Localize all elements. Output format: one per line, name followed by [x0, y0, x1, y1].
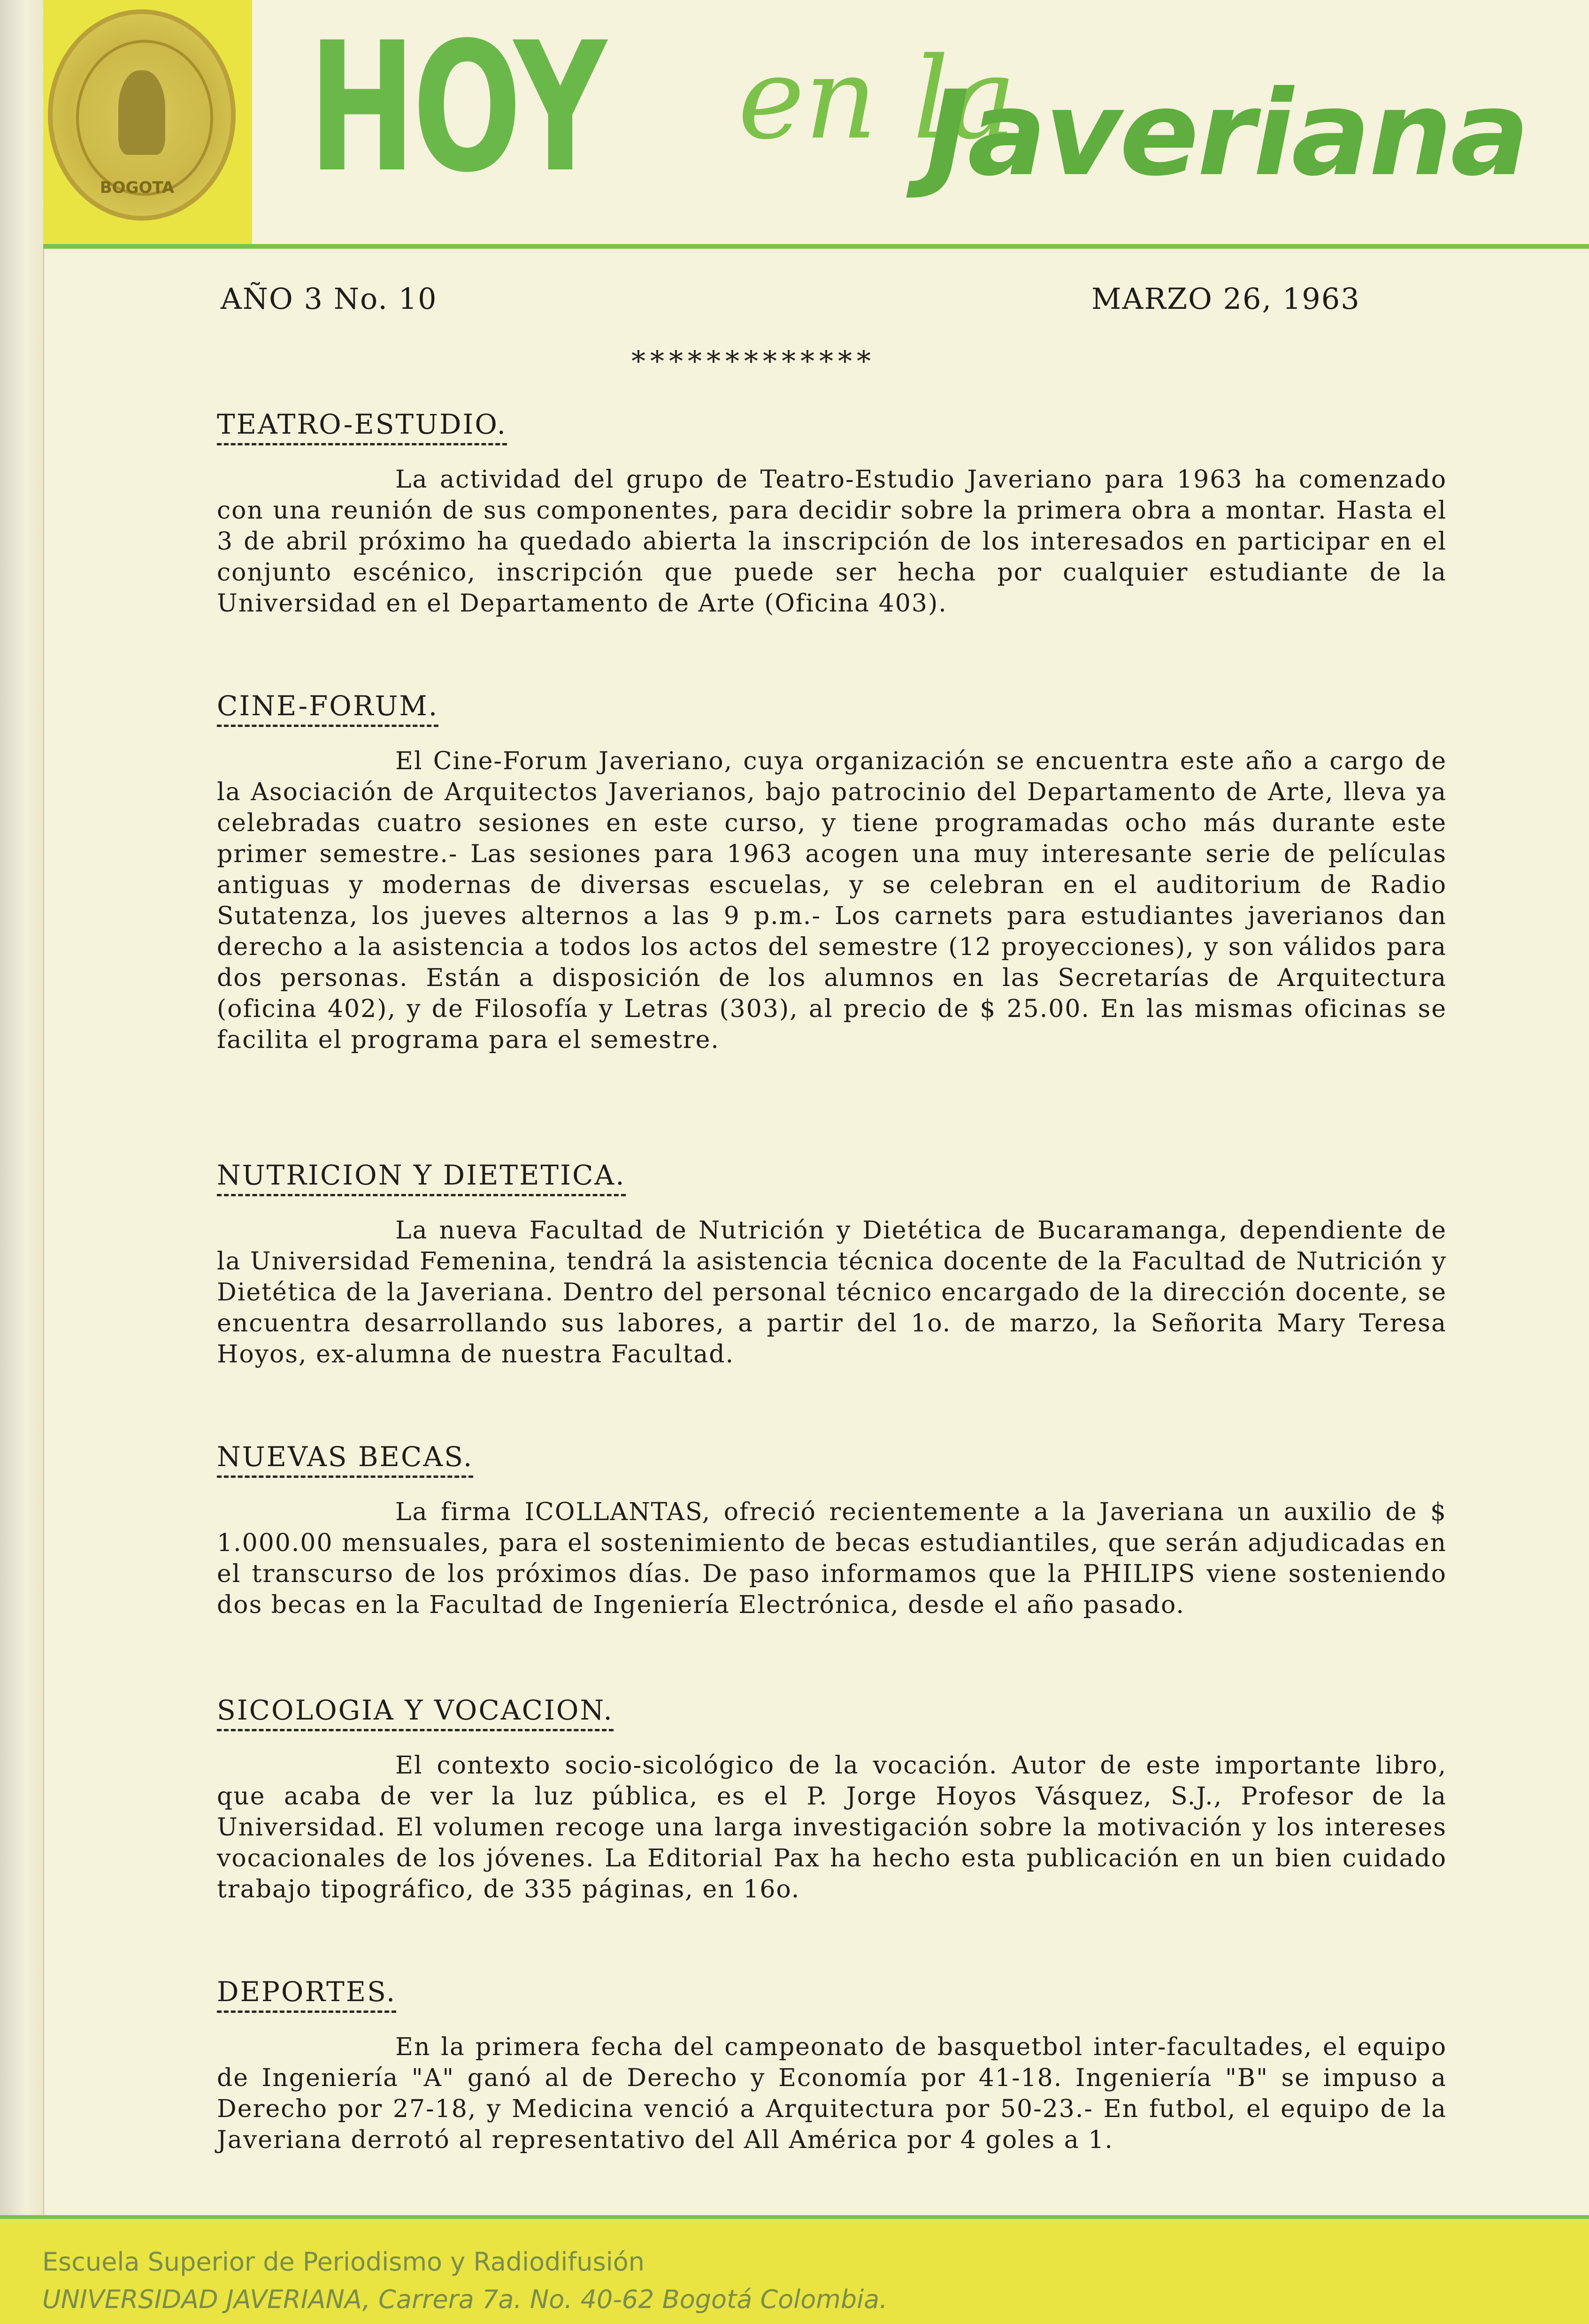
section-cine-forum: [217, 690, 1447, 1055]
separator: *************: [631, 345, 875, 378]
masthead-en-la: en la: [738, 33, 1016, 164]
issue-volume: AÑO 3 No. 10: [221, 282, 438, 316]
section-body: La nueva Facultad de Nutrición y Dietética de Bucaramanga, dependiente de la Universidad Femenina, tendrá la asistencia técnica docente de la Facultad de Nutrición y Dietética de la Javeriana. Dentro del personal técnico encargado de la dirección docente, se encuentra desarrollando sus labores, a partir del 1o. de marzo, la Señorita Mary Teresa Hoyos, ex-alumna de nuestra Facultad.: [217, 1216, 1447, 1368]
section-nutricion: [217, 1159, 1447, 1370]
section-body: La firma ICOLLANTAS, ofreció recientemente a la Javeriana un auxilio de $ 1.000.00 mensuales, para el sostenimiento de becas estudiantiles, que serán adjudicadas en el transcurso de los próximos días. De paso informamos que la PHILIPS viene sosteniendo dos becas en la Facultad de Ingeniería Electrónica, desde el año pasado.: [217, 1498, 1447, 1619]
section-heading: TEATRO-ESTUDIO.: [217, 408, 507, 445]
section-heading: DEPORTES.: [217, 1976, 396, 2013]
section-sicologia: [217, 1694, 1447, 1905]
masthead-hoy: HOY: [308, 4, 604, 212]
section-body: La actividad del grupo de Teatro-Estudio Javeriano para 1963 ha comenzado con una reunión de sus componentes, para decidir sobre la primera obra a montar. Hasta el 3 de abril próximo ha quedado abierta la inscripción de los interesados en participar en el conjunto escénico, inscripción que puede ser hecha por cualquier estudiante de la Universidad en el Departamento de Arte (Oficina 403).: [217, 466, 1447, 618]
footer-address: UNIVERSIDAD JAVERIANA, Carrera 7a. No. 40-62 Bogotá Colombia.: [42, 2285, 888, 2314]
seal-text: BOGOTA: [100, 178, 175, 197]
section-teatro: [217, 408, 1447, 619]
footer: [0, 2215, 1589, 2324]
seal-band: [43, 0, 252, 244]
section-body: El contexto socio-sicológico de la vocación. Autor de este importante libro, que acaba de ver la luz pública, es el P. Jorge Hoyos Vásquez, S.J., Profesor de la Universidad. El volumen recoge una larga investigación sobre la motivación y los intereses vocacionales de los jóvenes. La Editorial Pax ha hecho esta publicación en un bien cuidado trabajo tipográfico, de 335 páginas, en 16o.: [217, 1751, 1447, 1904]
section-heading: NUTRICION Y DIETETICA.: [217, 1159, 626, 1196]
binding-strip: [0, 0, 44, 2320]
section-deportes: [217, 1976, 1447, 2156]
seal-figure: [118, 70, 165, 155]
masthead: [43, 0, 1589, 249]
footer-school: Escuela Superior de Periodismo y Radiodifusión: [42, 2247, 645, 2277]
section-heading: CINE-FORUM.: [217, 690, 438, 727]
section-body: El Cine-Forum Javeriano, cuya organización se encuentra este año a cargo de la Asociación de Arquitectos Javerianos, bajo patrocinio del Departamento de Arte, lleva ya celebradas cuatro sesiones en este curso, y tiene programadas ocho más durante este primer semestre.- Las sesiones para 1963 acogen una muy interesante serie de películas antiguas y modernas de diversas escuelas, y se celebran en el auditorium de Radio Sutatenza, los jueves alternos a las 9 p.m.- Los carnets para estudiantes javerianos dan derecho a la asistencia a todos los actos del semestre (12 proyecciones), y son válidos para dos personas. Están a disposición de los alumnos en las Secretarías de Arquitectura (oficina 402), y de Filosofía y Letras (303), al precio de $ 25.00. En las mismas oficinas se facilita el programa para el semestre.: [217, 747, 1447, 1054]
section-heading: SICOLOGIA Y VOCACION.: [217, 1694, 614, 1731]
masthead-javeriana: Javeriana: [926, 65, 1528, 202]
section-heading: NUEVAS BECAS.: [217, 1441, 473, 1478]
section-body: En la primera fecha del campeonato de basquetbol inter-facultades, el equipo de Ingeniería "A" ganó al de Derecho y Economía por 41-18. Ingeniería "B" se impuso a Derecho por 27-18, y Medicina venció a Arquitectura por 50-23.- En futbol, el equipo de la Javeriana derrotó al representativo del All América por 4 goles a 1.: [217, 2033, 1447, 2154]
section-becas: [217, 1441, 1447, 1621]
issue-date: MARZO 26, 1963: [1091, 282, 1360, 316]
